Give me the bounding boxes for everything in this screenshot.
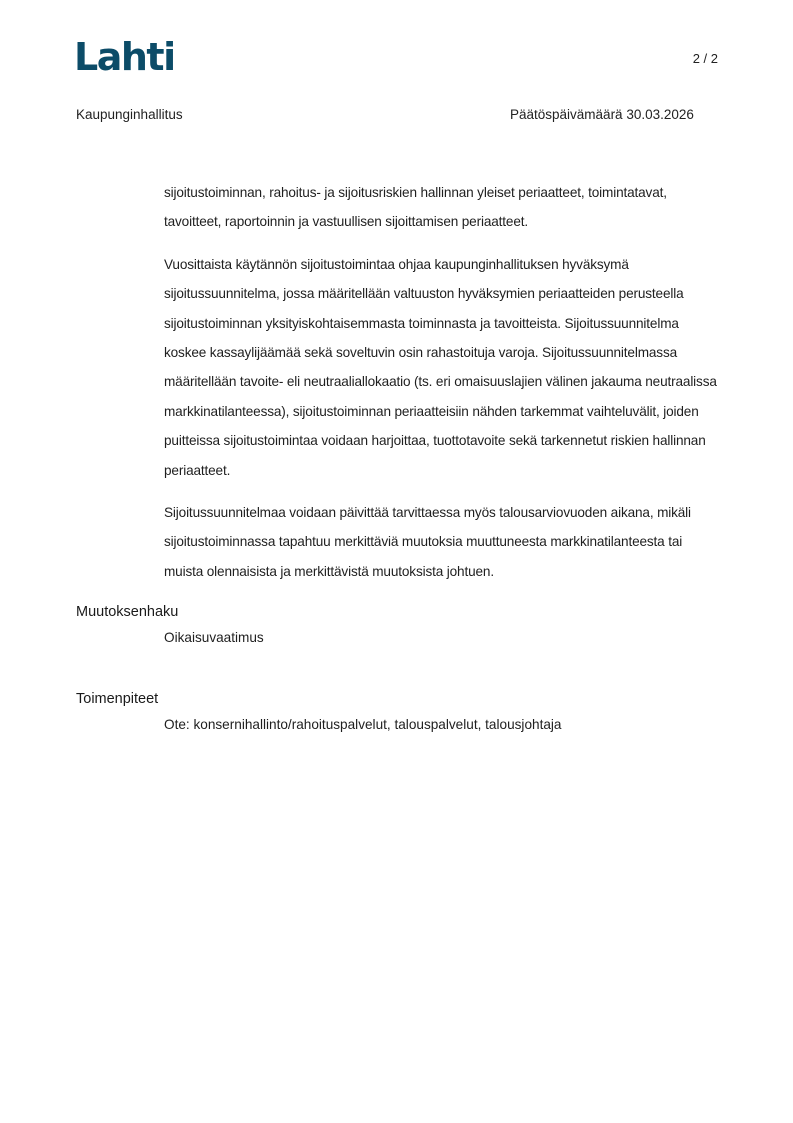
actions-content: Ote: konsernihallinto/rahoituspalvelut, talouspalvelut, talousjohtaja <box>164 717 562 732</box>
organization-name: Kaupunginhallitus <box>76 107 183 122</box>
decision-body <box>164 178 724 599</box>
body-paragraph: Vuosittaista käytännön sijoitustoimintaa ohjaa kaupunginhallituksen hyväksymä sijoitussuunnitelma, jossa määritellään valtuuston hyväksymien periaatteiden perusteella sijoitustoiminnan yksityiskohtaisemmasta toiminnasta ja tavoitteista. Sijoitussuunnitelma koskee kassaylijäämää sekä soveltuvin osin rahastoituja varoja. Sijoitussuunnitelmassa määritellään tavoite- eli neutraaliallokaatio (ts. eri omaisuuslajien välinen jakauma neutraalissa markkinatilanteessa), sijoitustoiminnan periaatteisiin nähden tarkemmat vaihteluvälit, joiden puitteissa sijoitustoimintaa voidaan harjoittaa, tuottotavoite sekä tarkennetut riskien hallinnan periaatteet. <box>164 256 717 478</box>
appeal-section <box>76 603 726 647</box>
body-paragraph: Sijoitussuunnitelmaa voidaan päivittää tarvittaessa myös talousarviovuoden aikana, mikäli sijoitustoiminnassa tapahtuu merkittäviä muutoksia muuttuneesta markkinatilanteesta tai muista olennaisista ja merkittävistä muutoksista johtuen. <box>164 505 691 579</box>
body-paragraph: sijoitustoiminnan, rahoitus- ja sijoitusriskien hallinnan yleiset periaatteet, toimintatavat, tavoitteet, raportoinnin ja vastuullisen sijoittamisen periaatteet. <box>164 185 667 230</box>
actions-heading: Toimenpiteet <box>76 691 159 707</box>
actions-section <box>76 690 726 734</box>
lahti-logo: Lahti <box>74 35 175 79</box>
appeal-content: Oikaisuvaatimus <box>164 630 264 645</box>
decision-date: Päätöspäivämäärä 30.03.2026 <box>510 107 694 122</box>
page-number: 2 / 2 <box>692 51 718 66</box>
appeal-heading: Muutoksenhaku <box>76 604 179 620</box>
